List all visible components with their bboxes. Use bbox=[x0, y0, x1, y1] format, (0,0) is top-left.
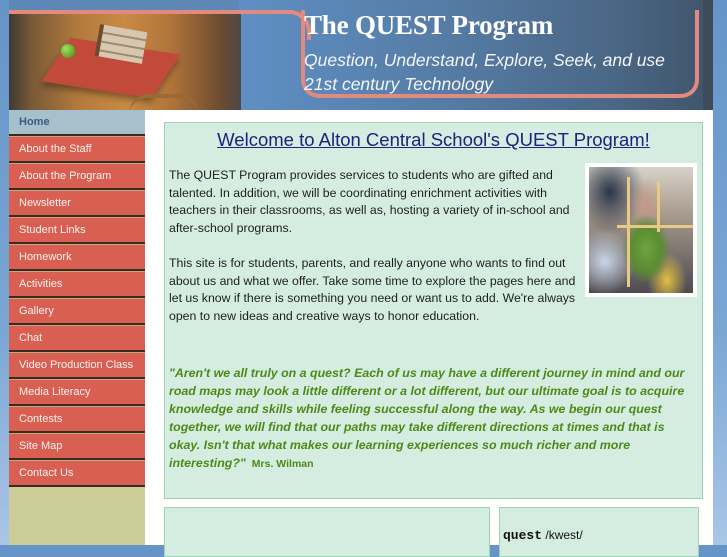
welcome-panel bbox=[164, 122, 703, 499]
sidebar-item-site-map[interactable]: Site Map bbox=[9, 433, 145, 460]
definition-panel bbox=[499, 507, 699, 557]
sidebar-item-newsletter[interactable]: Newsletter bbox=[9, 190, 145, 217]
sidebar-nav bbox=[9, 110, 145, 545]
desk-with-books-and-apple-image bbox=[9, 14, 241, 110]
site-title: The QUEST Program bbox=[304, 10, 554, 40]
sidebar-item-contests[interactable]: Contests bbox=[9, 406, 145, 433]
sidebar-item-gallery[interactable]: Gallery bbox=[9, 298, 145, 325]
intro-text bbox=[169, 167, 581, 343]
main-content bbox=[155, 110, 713, 545]
stick-shape bbox=[627, 177, 630, 287]
definition-pronunciation: /kwest/ bbox=[545, 528, 583, 542]
bottom-left-panel bbox=[164, 507, 490, 557]
definition-word: quest bbox=[503, 528, 543, 543]
sidebar-item-student-links[interactable]: Student Links bbox=[9, 217, 145, 244]
page bbox=[9, 0, 713, 545]
sidebar-item-about-the-staff[interactable]: About the Staff bbox=[9, 136, 145, 163]
welcome-title-link[interactable]: Welcome to Alton Central School's QUEST Program! bbox=[217, 129, 650, 150]
sidebar-item-chat[interactable]: Chat bbox=[9, 325, 145, 352]
definition bbox=[503, 528, 583, 543]
site-header bbox=[9, 0, 713, 110]
sidebar-item-activities[interactable]: Activities bbox=[9, 271, 145, 298]
quote-block bbox=[169, 365, 699, 473]
sidebar-item-about-the-program[interactable]: About the Program bbox=[9, 163, 145, 190]
sidebar-item-video-production-class[interactable]: Video Production Class bbox=[9, 352, 145, 379]
sidebar-item-home[interactable]: Home bbox=[9, 110, 145, 136]
sidebar-item-contact-us[interactable]: Contact Us bbox=[9, 460, 145, 487]
students-building-with-sticks-photo bbox=[585, 163, 697, 297]
quote-text: "Aren't we all truly on a quest? Each of us may have a different journey in mind and our road maps may look a little different or a lot different, but our ultimate goal is to acquire knowledge and skills while feeling successful along the way. As we begin our quest together, we will find that our paths may take different directions at times and that is okay. Isn't that what makes our learning experiences so much richer and more interesting?" bbox=[169, 366, 685, 470]
sidebar-item-media-literacy[interactable]: Media Literacy bbox=[9, 379, 145, 406]
chair-icon bbox=[129, 94, 199, 110]
header-edge bbox=[703, 0, 713, 110]
photo-image bbox=[589, 167, 693, 293]
intro-paragraph-2: This site is for students, parents, and really anyone who wants to find out about us and what we offer. Take some time to explore the pages here and let us know if there is something you need or want us to add. We're always open to new ideas and creative ways to honor education. bbox=[169, 255, 576, 323]
quote-author: Mrs. Wilman bbox=[251, 457, 314, 470]
site-tagline: Question, Understand, Explore, Seek, and use 21st century Technology bbox=[304, 50, 665, 94]
stick-shape bbox=[657, 182, 660, 232]
apple-icon bbox=[61, 44, 75, 58]
sidebar-item-homework[interactable]: Homework bbox=[9, 244, 145, 271]
intro-paragraph-1: The QUEST Program provides services to students who are gifted and talented. In addition, we will be coordinating enrichment activities with teachers in their classrooms, as well as, hosting a variety of in-school and after-school programs. bbox=[169, 168, 570, 235]
header-frame-line bbox=[9, 10, 294, 14]
